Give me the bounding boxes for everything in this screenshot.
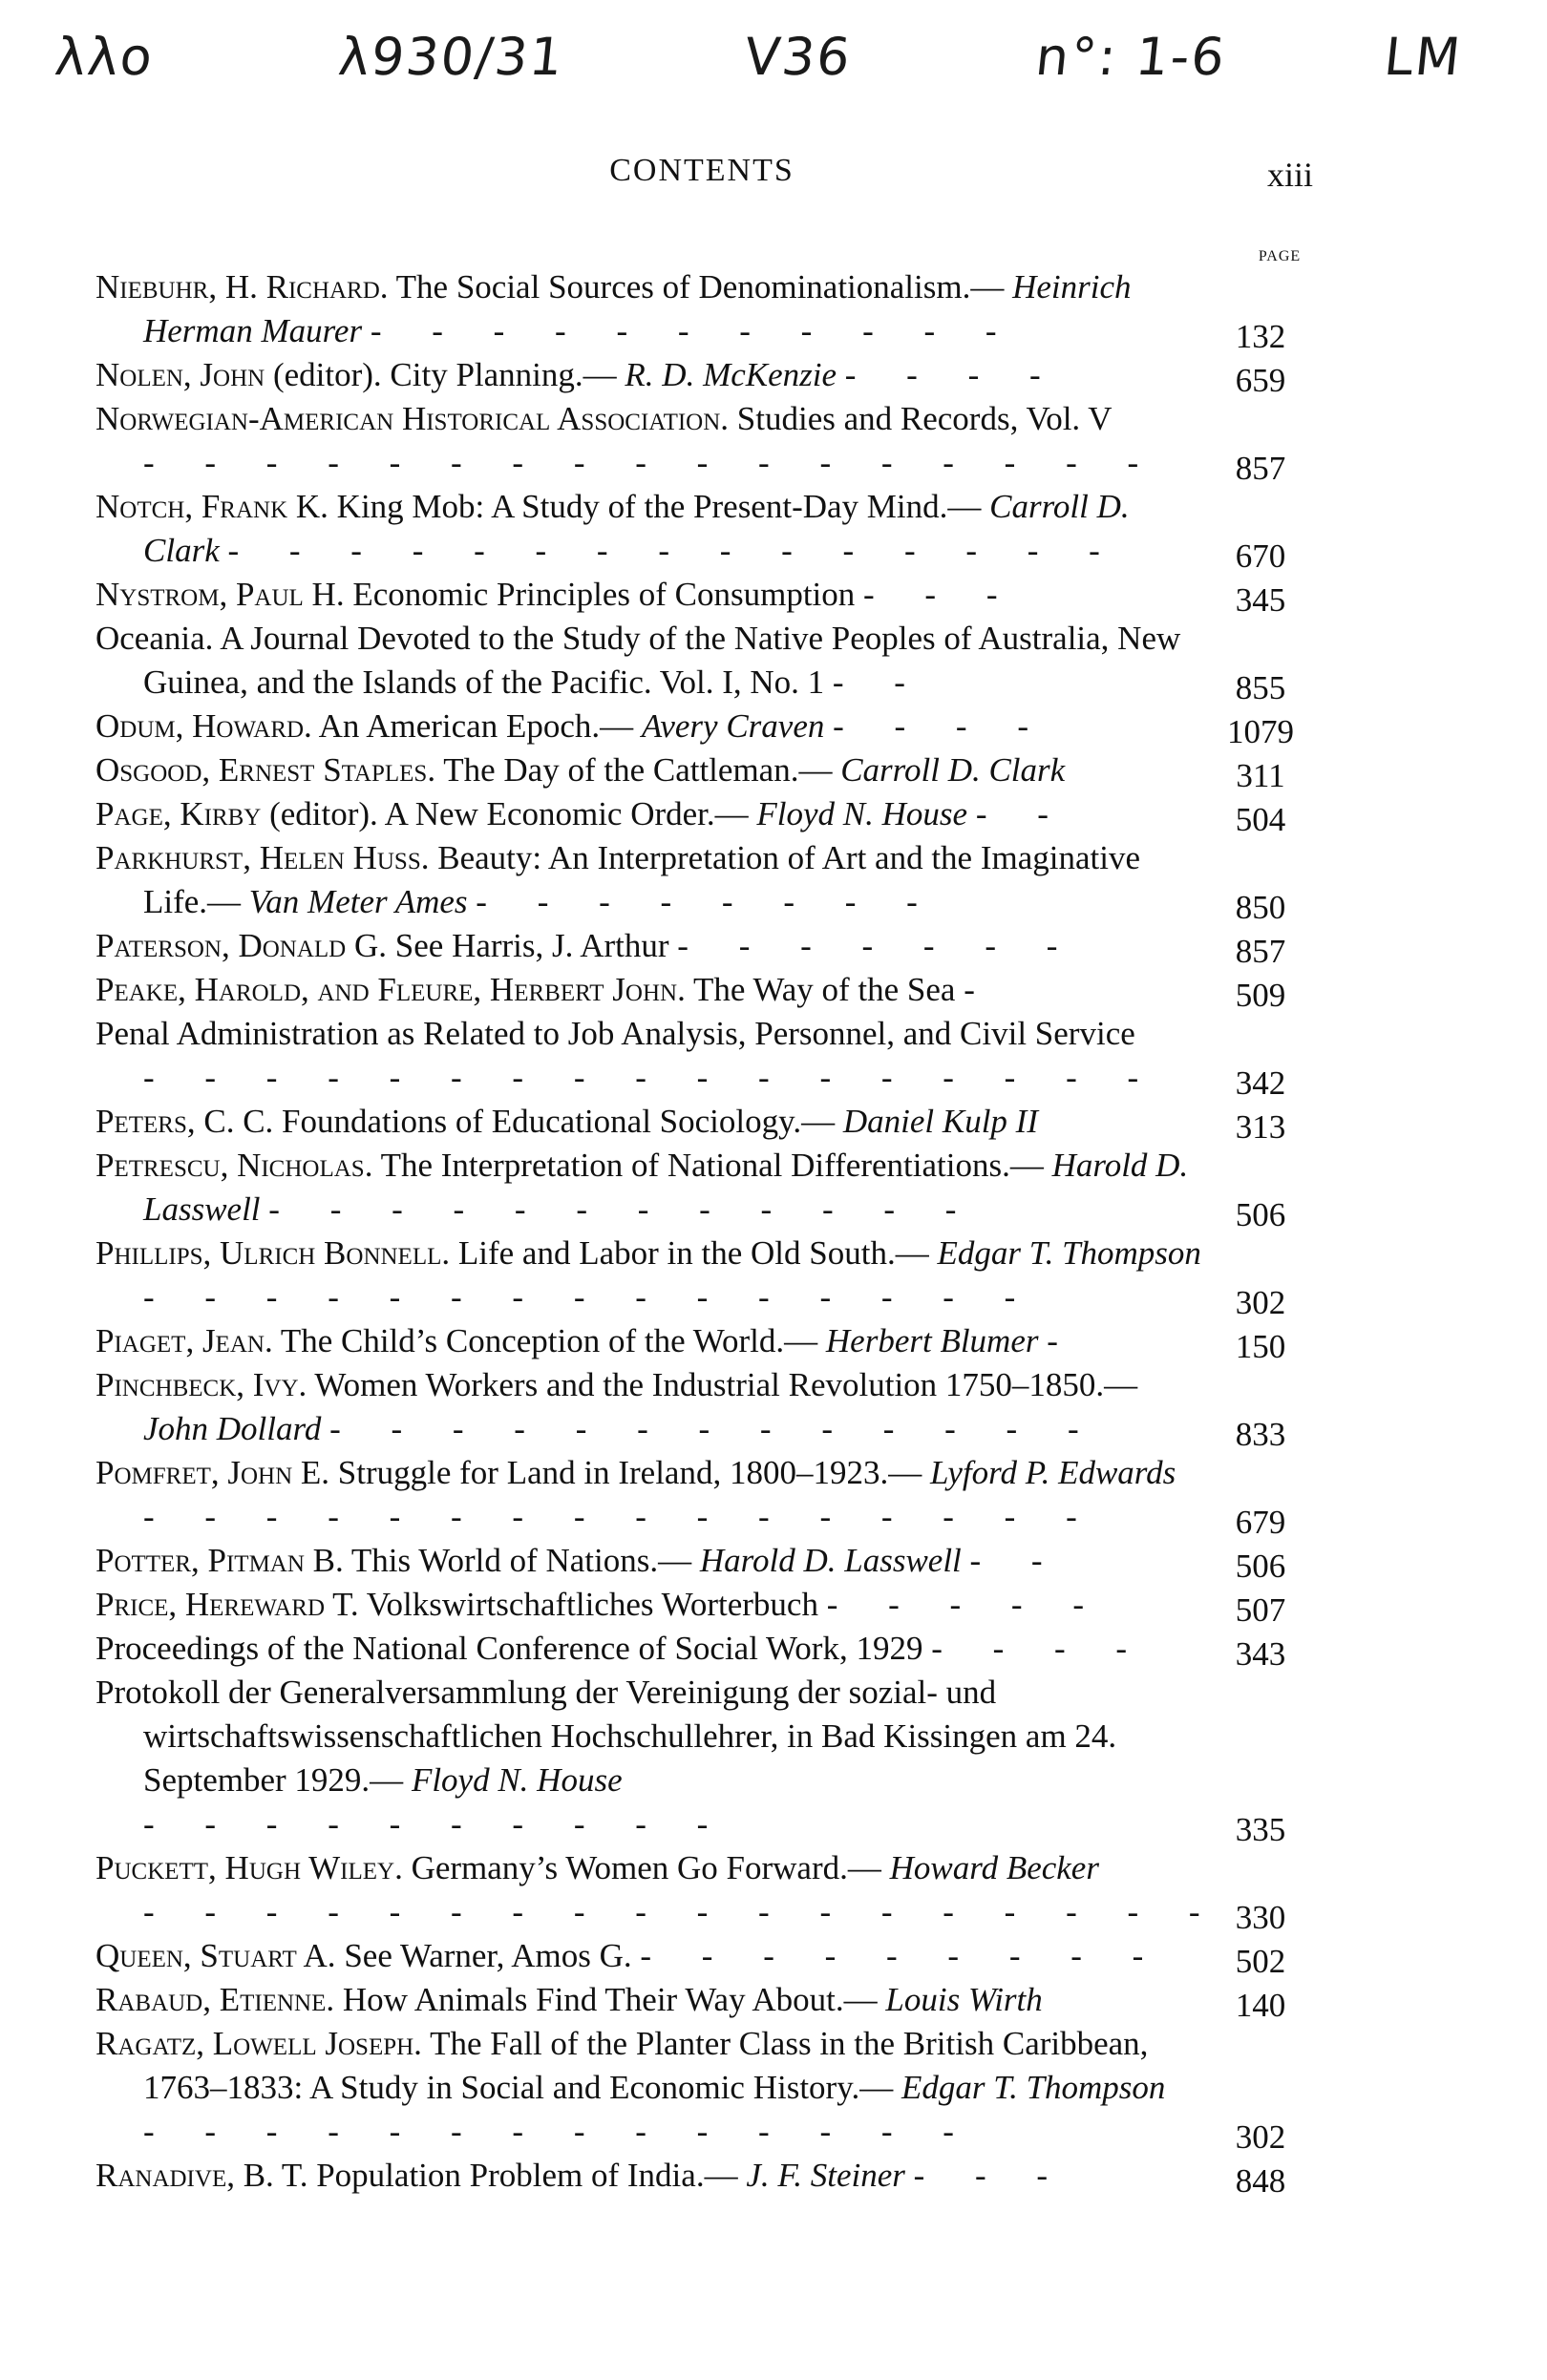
entry-page-number: 1079	[1227, 713, 1294, 750]
entry-author: Piaget, Jean.	[95, 1322, 273, 1359]
entry-author: Peters, C. C.	[95, 1103, 274, 1140]
entry-leaders: - -	[969, 1542, 1064, 1579]
entry-page-number: 848	[1235, 2162, 1286, 2200]
contents-entry	[95, 1934, 1308, 1978]
entry-text	[95, 968, 1203, 1012]
entry-page-number: 507	[1235, 1591, 1286, 1629]
entry-text	[95, 1671, 1203, 1846]
entry-text	[95, 748, 1203, 792]
contents-entry	[95, 1627, 1308, 1671]
entry-leaders: -	[1047, 1322, 1079, 1359]
entry-reviewer: Floyd N. House	[411, 1761, 623, 1799]
handwritten-note: V36	[741, 27, 855, 87]
contents-entry	[95, 1846, 1308, 1934]
entry-leaders: - - - -	[844, 356, 1062, 393]
entry-text	[95, 617, 1203, 705]
handwritten-note: λλo	[52, 27, 158, 87]
entry-reviewer: Van Meter Ames	[248, 883, 468, 920]
entry-page-number: 132	[1235, 318, 1286, 355]
entry-author: Paterson, Donald G.	[95, 927, 388, 964]
entry-title: (editor). City Planning.—	[272, 356, 617, 393]
entry-leaders: - - - - - - -	[677, 927, 1079, 964]
entry-reviewer: Harold D. Lasswell	[699, 1542, 962, 1579]
entry-title: Oceania. A Journal Devoted to the Study of the Native Peoples of Australia, New Guinea, and the Islands of the Pacific. Vol. I, No. 1	[95, 620, 1181, 701]
entry-title: How Animals Find Their Way About.—	[342, 1981, 878, 2018]
entry-leaders: - - - - - - - - - - - - - -	[143, 2113, 975, 2150]
entry-text	[95, 2022, 1203, 2154]
entry-page-number: 833	[1235, 1416, 1286, 1453]
entry-leaders: - - - - - - - - - - - - - - - - -	[143, 1059, 1160, 1096]
entry-reviewer: Avery Craven	[641, 707, 825, 745]
folio: xiii	[1266, 156, 1313, 194]
entry-text	[95, 1100, 1203, 1144]
contents-entry	[95, 836, 1308, 924]
entry-page-number: 335	[1235, 1811, 1286, 1848]
entry-reviewer: Lyford P. Edwards	[929, 1454, 1176, 1491]
entry-title: Population Problem of India.—	[316, 2157, 738, 2194]
entry-text	[95, 1319, 1203, 1363]
entry-leaders: - - - - - - - - - - - - - - - - - -	[143, 1893, 1221, 1930]
entry-author: Ragatz, Lowell Joseph.	[95, 2025, 422, 2062]
handwritten-note: n°: 1-6	[1032, 27, 1230, 87]
entry-page-number: 342	[1235, 1064, 1286, 1102]
entry-page-number: 150	[1235, 1328, 1286, 1365]
entry-text	[95, 1978, 1203, 2022]
entry-title: See Warner, Amos G.	[344, 1937, 632, 1974]
entry-page-number: 311	[1236, 757, 1285, 794]
contents-entry	[95, 1232, 1308, 1319]
entry-title: The Child’s Conception of the World.—	[280, 1322, 818, 1359]
entry-reviewer: Louis Wirth	[885, 1981, 1043, 2018]
entry-page-number: 509	[1235, 977, 1286, 1014]
entry-reviewer: John Dollard	[143, 1410, 322, 1447]
entry-text	[95, 573, 1203, 617]
contents-entry	[95, 573, 1308, 617]
entry-reviewer: Edgar T. Thompson	[937, 1234, 1201, 1272]
entry-leaders: - - - - - - - - - - - -	[268, 1190, 978, 1228]
entry-leaders: - - - - - - - - - - -	[370, 312, 1018, 349]
entry-page-number: 330	[1235, 1899, 1286, 1936]
entry-author: Queen, Stuart A.	[95, 1937, 336, 1974]
entry-author: Rabaud, Etienne.	[95, 1981, 335, 2018]
entry-text	[95, 1232, 1203, 1319]
entry-leaders: - - - -	[931, 1630, 1149, 1667]
contents-entry	[95, 1100, 1308, 1144]
entry-author: Ranadive, B. T.	[95, 2157, 308, 2194]
entry-page-number: 506	[1235, 1196, 1286, 1233]
entry-author: Parkhurst, Helen Huss.	[95, 839, 430, 876]
entry-leaders: - - -	[863, 576, 1019, 613]
entry-reviewer: Floyd N. House	[756, 795, 968, 832]
contents-entry	[95, 1012, 1308, 1100]
entry-reviewer: Herbert Blumer	[825, 1322, 1039, 1359]
entry-title: See Harris, J. Arthur	[394, 927, 669, 964]
entry-page-number: 670	[1235, 537, 1286, 575]
entry-text	[95, 1934, 1203, 1978]
entry-text	[95, 485, 1203, 573]
entry-page-number: 140	[1235, 1987, 1286, 2024]
entry-text	[95, 836, 1203, 924]
entry-author: Petrescu, Nicholas.	[95, 1147, 373, 1184]
entry-page-number: 302	[1235, 2118, 1286, 2156]
entry-author: Niebuhr, H. Richard.	[95, 268, 389, 305]
entry-page-number: 313	[1235, 1108, 1286, 1146]
entry-leaders: - -	[832, 663, 926, 701]
entry-page-number: 506	[1235, 1548, 1286, 1585]
entry-leaders: - - - - - - - - - - - - - - - -	[143, 1498, 1098, 1535]
contents-entry	[95, 1583, 1308, 1627]
entry-author: Notch, Frank K.	[95, 488, 328, 525]
entry-reviewer: R. D. McKenzie	[625, 356, 837, 393]
handwritten-note: LM	[1381, 27, 1465, 87]
entry-reviewer: Heinrich Herman Maurer	[143, 268, 1132, 349]
contents-entry	[95, 748, 1308, 792]
entry-text	[95, 2154, 1203, 2198]
entry-author: Odum, Howard.	[95, 707, 312, 745]
entry-page-number: 343	[1235, 1635, 1286, 1673]
contents-entry	[95, 2154, 1308, 2198]
contents-entry	[95, 792, 1308, 836]
entry-leaders: - - - - - - - - - - - - - - - - -	[143, 444, 1160, 481]
entry-reviewer: J. F. Steiner	[746, 2157, 905, 2194]
entry-reviewer: Edgar T. Thompson	[901, 2069, 1166, 2106]
entry-text	[95, 353, 1203, 397]
entry-author: Phillips, Ulrich Bonnell.	[95, 1234, 451, 1272]
entry-author: Price, Hereward T.	[95, 1586, 359, 1623]
contents-entry	[95, 1978, 1308, 2022]
entry-text	[95, 705, 1203, 748]
entry-text	[95, 1451, 1203, 1539]
entry-page-number: 857	[1235, 450, 1286, 487]
entry-text	[95, 924, 1203, 968]
entry-title: The Social Sources of Denominationalism.—	[395, 268, 1005, 305]
entry-text	[95, 265, 1203, 353]
entry-leaders: - -	[975, 795, 1070, 832]
contents-entry	[95, 485, 1308, 573]
entry-leaders: - - - -	[833, 707, 1049, 745]
entry-title: Beauty: An Interpretation of Art and the Imaginative Life.—	[143, 839, 1141, 920]
contents-entry	[95, 924, 1308, 968]
entry-page-number: 504	[1235, 801, 1286, 838]
contents-entry	[95, 968, 1308, 1012]
entry-title: Penal Administration as Related to Job Analysis, Personnel, and Civil Service	[95, 1015, 1135, 1052]
entry-leaders: - - - - - - - -	[476, 883, 939, 920]
entry-title: Studies and Records, Vol. V	[736, 400, 1112, 437]
contents-entry	[95, 2022, 1308, 2154]
entry-page-number: 679	[1235, 1504, 1286, 1541]
entry-title: Foundations of Educational Sociology.—	[282, 1103, 836, 1140]
entry-leaders: - - - - - - - - -	[640, 1937, 1165, 1974]
contents-entry	[95, 1451, 1308, 1539]
page-column-label: PAGE	[1258, 248, 1302, 264]
contents-entry	[95, 1319, 1308, 1363]
entry-author: Nolen, John	[95, 356, 265, 393]
entry-leaders: - - - - - - - - - - - - - - -	[227, 532, 1121, 569]
entry-leaders: - - - - - - - - - -	[143, 1805, 730, 1843]
contents-entry	[95, 265, 1308, 353]
contents-entry	[95, 617, 1308, 705]
entry-page-number: 857	[1235, 933, 1286, 970]
entry-author: Osgood, Ernest Staples.	[95, 751, 436, 789]
entry-text	[95, 1012, 1203, 1100]
entry-leaders: - - - - - - - - - - - - - - -	[143, 1278, 1037, 1316]
entry-author: Nystrom, Paul H.	[95, 576, 345, 613]
contents-entry	[95, 1363, 1308, 1451]
entry-title: Economic Principles of Consumption	[352, 576, 856, 613]
entry-page-number: 850	[1235, 889, 1286, 926]
entry-title: The Interpretation of National Differentiations.—	[380, 1147, 1044, 1184]
entry-page-number: 855	[1235, 669, 1286, 706]
contents-entry	[95, 1144, 1308, 1232]
entry-leaders: - - - - - - - - - - - - -	[329, 1410, 1100, 1447]
contents-entry	[95, 1539, 1308, 1583]
entry-text	[95, 1363, 1203, 1451]
entry-page-number: 345	[1235, 581, 1286, 619]
handwritten-note: λ930/31	[335, 27, 568, 87]
entry-text	[95, 1846, 1221, 1934]
entry-title: Germany’s Women Go Forward.—	[411, 1849, 881, 1886]
entry-title: Life and Labor in the Old South.—	[457, 1234, 929, 1272]
page-title: CONTENTS	[609, 153, 795, 188]
entry-author: Norwegian-American Historical Association.	[95, 400, 730, 437]
entry-author: Pinchbeck, Ivy.	[95, 1366, 307, 1403]
contents-entry	[95, 1671, 1308, 1846]
entry-title: Proceedings of the National Conference of Social Work, 1929	[95, 1630, 923, 1667]
contents-entry	[95, 705, 1308, 748]
entry-title: Protokoll der Generalversammlung der Vereinigung der sozial- und wirtschaftswissenschaftlichen Hochschullehrer, in Bad Kissingen am 24. September 1929.—	[95, 1674, 1117, 1799]
entry-text	[95, 1627, 1203, 1671]
entry-title: An American Epoch.—	[318, 707, 634, 745]
entry-leaders: - - -	[913, 2157, 1070, 2194]
entry-author: Puckett, Hugh Wiley.	[95, 1849, 403, 1886]
entry-text	[95, 397, 1203, 485]
entry-title: Struggle for Land in Ireland, 1800–1923.—	[337, 1454, 922, 1491]
entry-text	[95, 792, 1203, 836]
entry-title: King Mob: A Study of the Present-Day Mind.—	[336, 488, 982, 525]
entry-title: (editor). A New Economic Order.—	[269, 795, 749, 832]
entry-reviewer: Carroll D. Clark	[840, 751, 1066, 789]
entry-page-number: 659	[1235, 362, 1286, 399]
entry-reviewer: Carroll D. Clark	[143, 488, 1130, 569]
entry-author: Pomfret, John E.	[95, 1454, 330, 1491]
entry-title: The Fall of the Planter Class in the British Caribbean, 1763–1833: A Study in Social and Economic History.—	[143, 2025, 1149, 2106]
entry-reviewer: Howard Becker	[889, 1849, 1099, 1886]
entry-text	[95, 1583, 1203, 1627]
entry-author: Peake, Harold, and Fleure, Herbert John.	[95, 971, 686, 1008]
entry-title: The Day of the Cattleman.—	[443, 751, 833, 789]
entry-leaders: - - - - -	[826, 1586, 1105, 1623]
entry-title: Volkswirtschaftliches Worterbuch	[366, 1586, 818, 1623]
running-head	[95, 153, 1313, 200]
entry-text	[95, 1539, 1203, 1583]
entry-text	[95, 1144, 1203, 1232]
entry-reviewer: Daniel Kulp II	[842, 1103, 1038, 1140]
entry-page-number: 302	[1235, 1284, 1286, 1321]
contents-list	[95, 265, 1308, 2198]
entry-title: The Way of the Sea	[692, 971, 956, 1008]
handwritten-annotations	[0, 27, 1547, 113]
contents-entry	[95, 353, 1308, 397]
entry-leaders: -	[964, 971, 996, 1008]
contents-entry	[95, 397, 1308, 485]
entry-page-number: 502	[1235, 1943, 1286, 1980]
entry-author: Page, Kirby	[95, 795, 262, 832]
entry-reviewer: Harold D. Lasswell	[143, 1147, 1189, 1228]
entry-title: This World of Nations.—	[350, 1542, 692, 1579]
entry-author: Potter, Pitman B.	[95, 1542, 344, 1579]
entry-title: Women Workers and the Industrial Revolution 1750–1850.—	[314, 1366, 1138, 1403]
